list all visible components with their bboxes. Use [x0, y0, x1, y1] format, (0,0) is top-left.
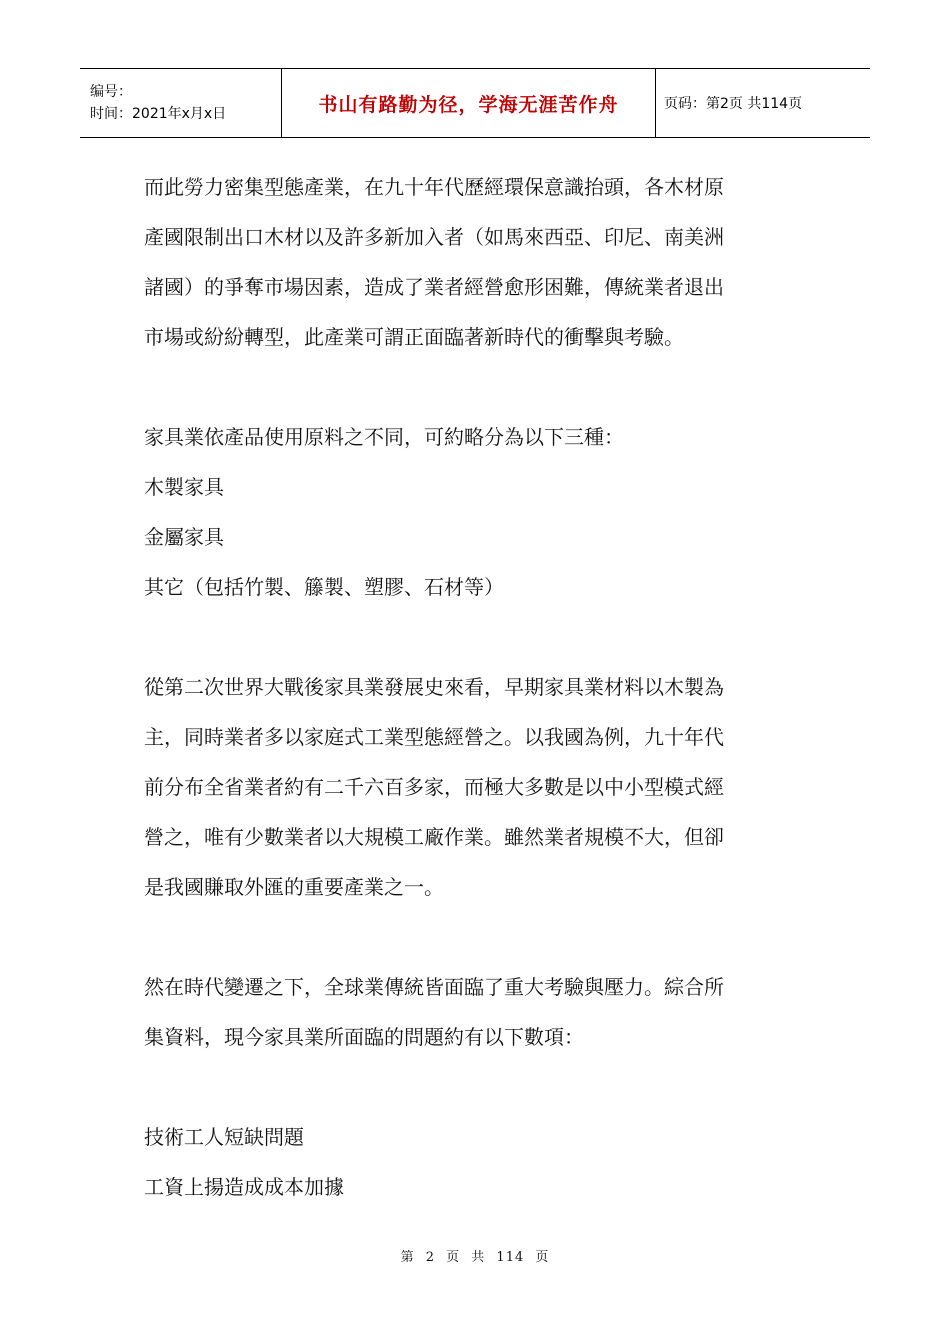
header-page-cell — [656, 69, 870, 137]
header-page-info: 页码：第2页 共114页 — [664, 96, 803, 112]
paragraph-line: 主，同時業者多以家庭式工業型態經營之。以我國為例，九十年代 — [144, 725, 724, 749]
paragraph-line: 前分布全省業者約有二千六百多家，而極大多數是以中小型模式經 — [144, 775, 724, 799]
document-date: 时间：2021年x月x日 — [90, 106, 227, 122]
paragraph-line: 市場或紛紛轉型，此產業可謂正面臨著新時代的衝擊與考驗。 — [144, 325, 684, 349]
paragraph-line: 營之，唯有少數業者以大規模工廠作業。雖然業者規模不大，但卻 — [144, 825, 724, 849]
header-meta — [80, 69, 282, 137]
list-item: 木製家具 — [144, 475, 224, 499]
paragraph-line: 從第二次世界大戰後家具業發展史來看，早期家具業材料以木製為 — [144, 675, 724, 699]
list-item: 其它（包括竹製、籐製、塑膠、石材等） — [144, 575, 504, 599]
document-body — [144, 162, 812, 1212]
document-number-label: 编号： — [90, 84, 132, 100]
page-header — [80, 68, 870, 138]
paragraph-gap — [144, 1062, 812, 1112]
list-item: 工資上揚造成成本加據 — [144, 1175, 344, 1199]
list-item: 技術工人短缺問題 — [144, 1125, 304, 1149]
list-item: 金屬家具 — [144, 525, 224, 549]
paragraph-line: 集資料，現今家具業所面臨的問題約有以下數項： — [144, 1025, 584, 1049]
paragraph-line: 產國限制出口木材以及許多新加入者（如馬來西亞、印尼、南美洲 — [144, 225, 724, 249]
header-motto-cell — [282, 69, 656, 137]
paragraph-gap — [144, 612, 812, 662]
paragraph-line: 家具業依產品使用原料之不同，可約略分為以下三種： — [144, 425, 624, 449]
paragraph-line: 諸國）的爭奪市場因素，造成了業者經營愈形困難，傳統業者退出 — [144, 275, 724, 299]
paragraph-line: 是我國賺取外匯的重要產業之一。 — [144, 875, 444, 899]
paragraph-line: 然在時代變遷之下，全球業傳統皆面臨了重大考驗與壓力。綜合所 — [144, 975, 724, 999]
header-motto: 书山有路勤为径，学海无涯苦作舟 — [318, 93, 619, 116]
paragraph-gap — [144, 912, 812, 962]
page-footer: 第 2 页 共 114 页 — [400, 1250, 550, 1265]
paragraph-line: 而此勞力密集型態產業，在九十年代歷經環保意識抬頭，各木材原 — [144, 175, 724, 199]
paragraph-gap — [144, 362, 812, 412]
